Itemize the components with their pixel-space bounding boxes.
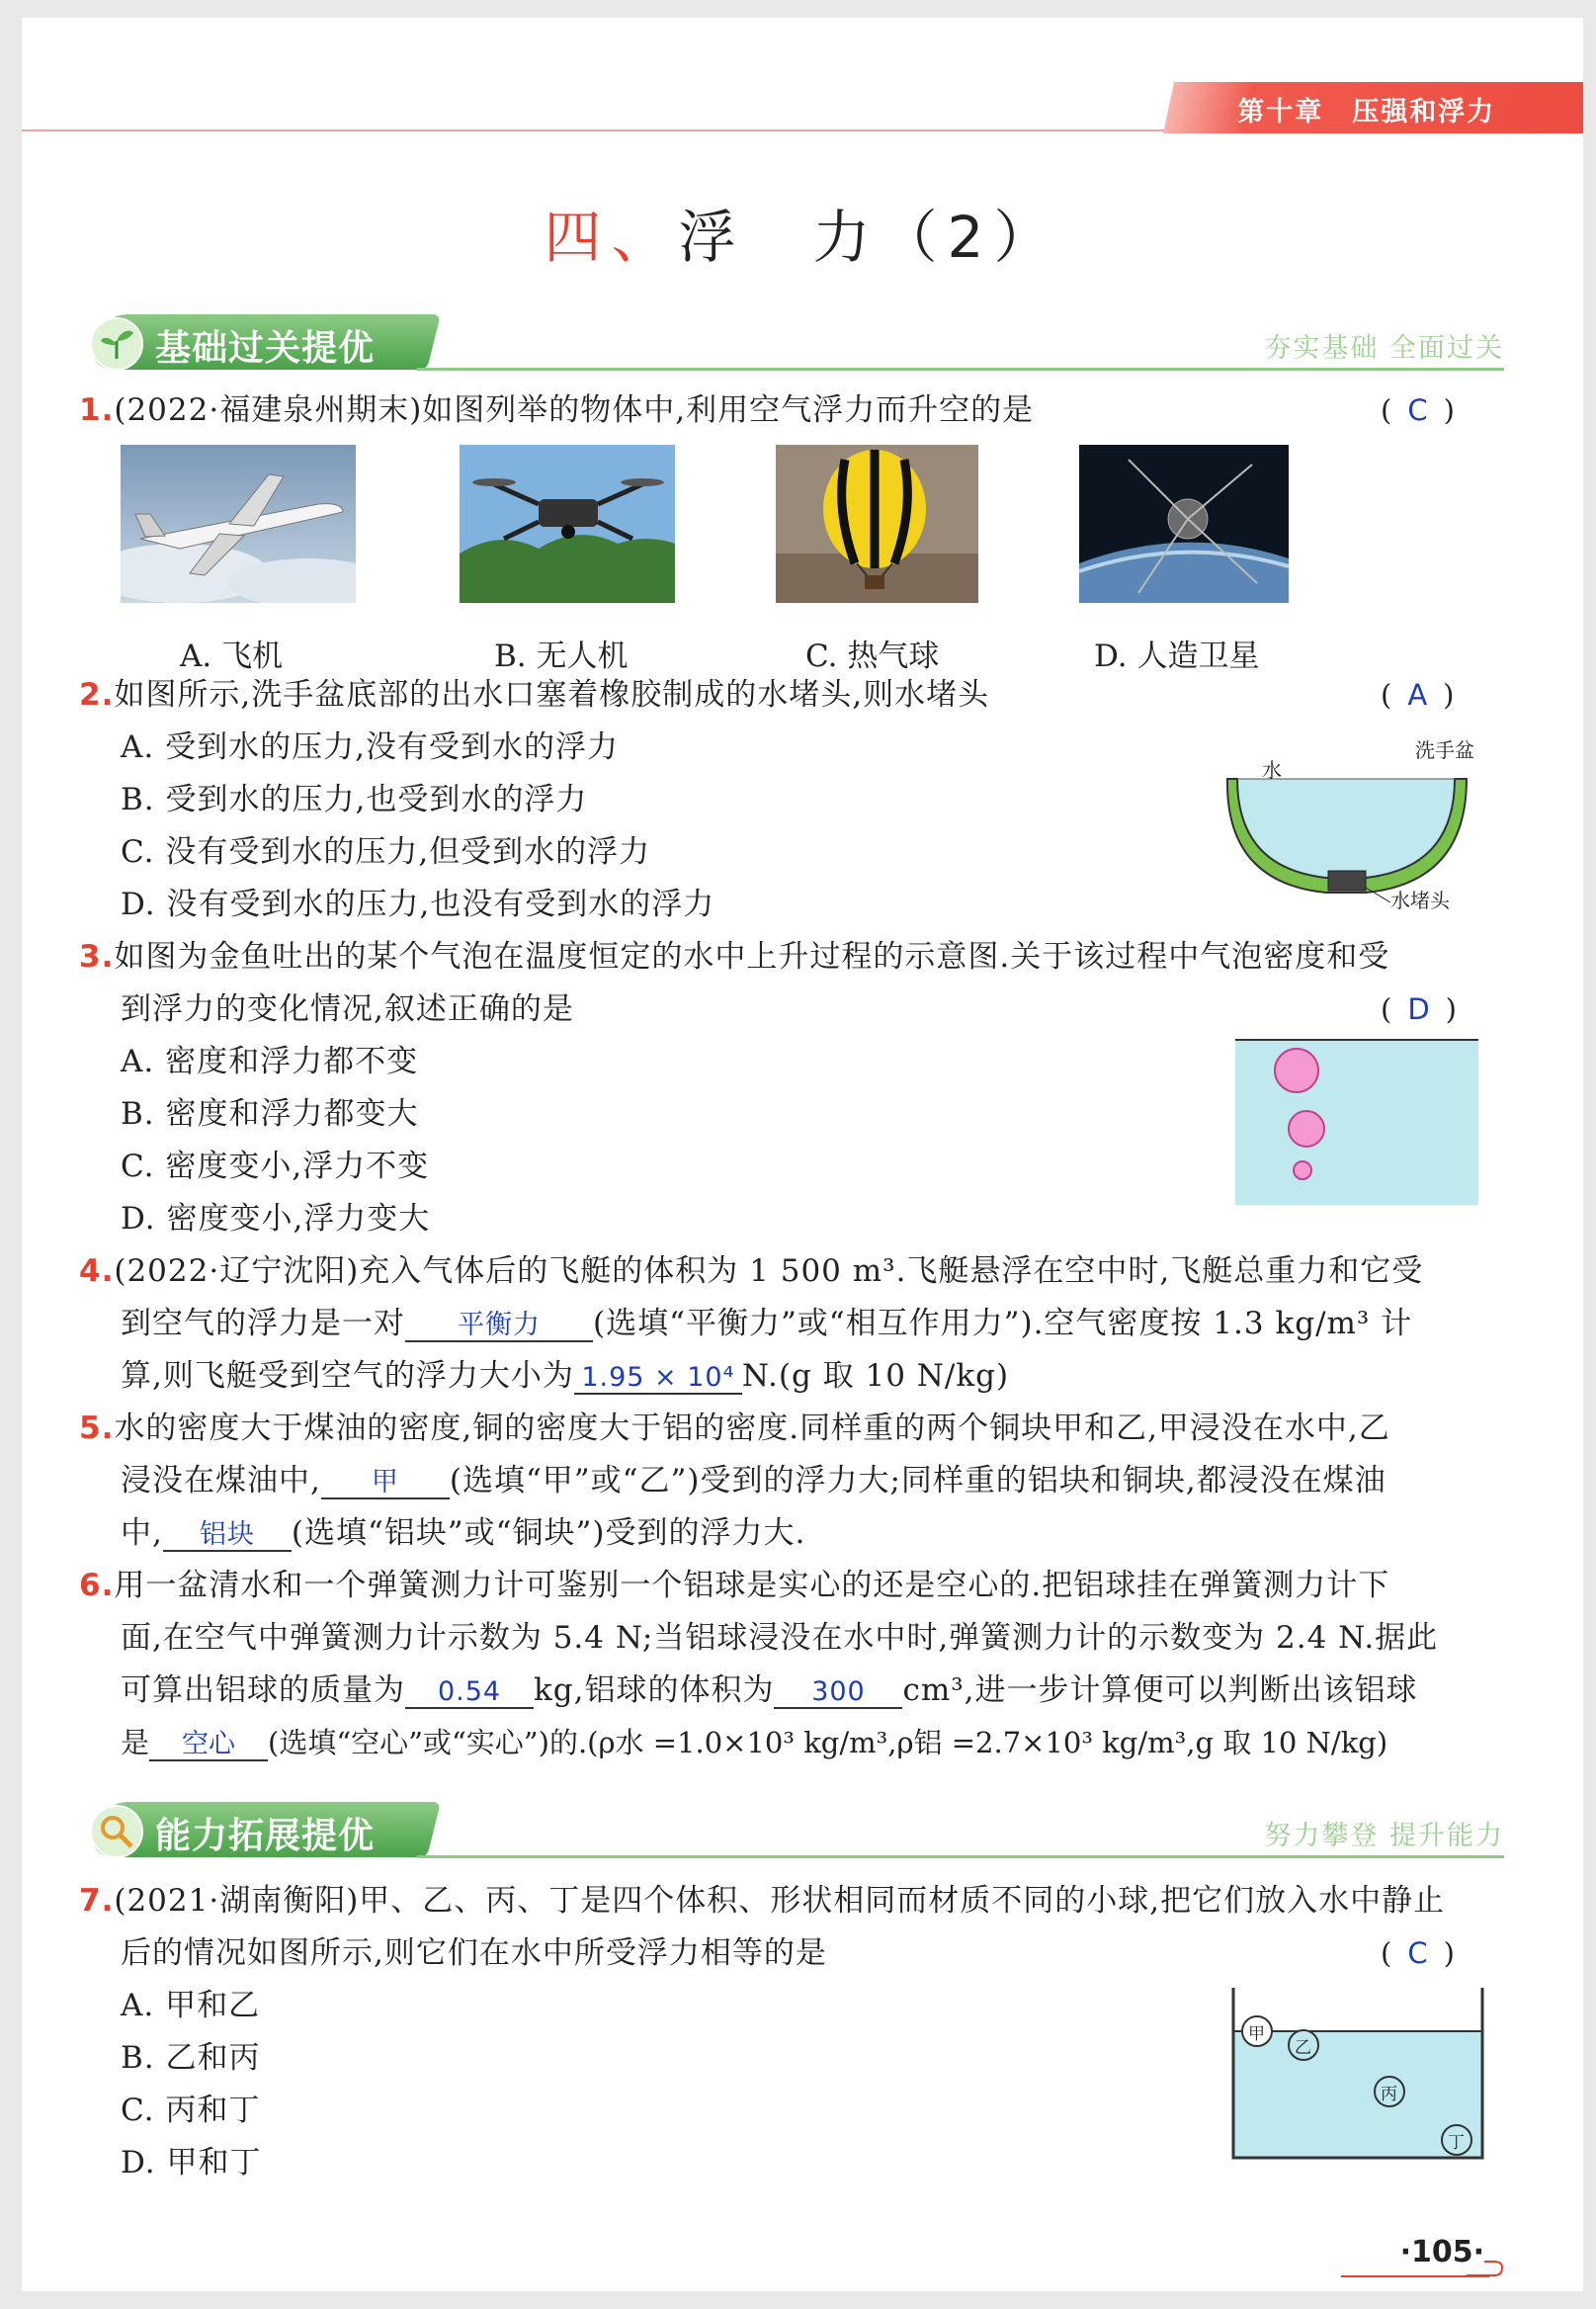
q6-blank-3[interactable]: 空心 (149, 1730, 268, 1761)
q4-blank-1[interactable]: 平衡力 (405, 1311, 593, 1342)
q1-answer: ( C ) (1381, 393, 1455, 427)
section-basic (86, 314, 1504, 376)
page-number: ·105· (1399, 2235, 1484, 2269)
airplane-photo (121, 445, 356, 603)
question-6: 6.用一盆清水和一个弹簧测力计可鉴别一个铝球是实心的还是空心的.把铝球挂在弹簧测力计下 (79, 1568, 1390, 1603)
q2-option-c: C. 没有受到水的压力,但受到水的浮力 (121, 834, 651, 870)
ball-yi: 乙 (1295, 2038, 1311, 2058)
q5-line1: 水的密度大于煤油的密度,铜的密度大于铝的密度.同样重的两个铜块甲和乙,甲浸没在水中,乙 (114, 1411, 1390, 1446)
header-rule (22, 129, 1168, 131)
section-advanced-label: 能力拓展提优 (155, 1816, 376, 1856)
page-title (22, 191, 1583, 274)
sprout-icon (90, 317, 143, 371)
section-advanced-slogan: 努力攀登 提升能力 (1264, 1821, 1504, 1851)
q3-answer: ( D ) (1381, 992, 1457, 1026)
q3-line2: 到浮力的变化情况,叙述正确的是 (121, 991, 574, 1027)
q7-line2: 后的情况如图所示,则它们在水中所受浮力相等的是 (121, 1935, 827, 1971)
ball-jia: 甲 (1248, 2024, 1265, 2044)
q2-text: 如图所示,洗手盆底部的出水口塞着橡胶制成的水堵头,则水堵头 (114, 677, 990, 713)
question-4: 4.(2022·辽宁沈阳)充入气体后的飞艇的体积为 1 500 m³.飞艇悬浮在空中时,飞艇总重力和它受 (79, 1253, 1424, 1289)
title-number: 四、 (544, 204, 679, 271)
q5-line2: 浸没在煤油中, 甲 (选填“甲”或“乙”)受到的浮力大;同样重的铝块和铜块,都浸没在煤油 (121, 1463, 1386, 1498)
q1-option-b: B. 无人机 (494, 639, 629, 674)
q6-line1: 用一盆清水和一个弹簧测力计可鉴别一个铝球是实心的还是空心的.把铝球挂在弹簧测力计下 (114, 1568, 1390, 1603)
q2-option-d: D. 没有受到水的压力,也没有受到水的浮力 (121, 887, 715, 922)
q7-option-a: A. 甲和乙 (121, 1988, 261, 2023)
drone-photo (460, 445, 675, 603)
q4-blank-2[interactable]: 1.95 × 10⁴ (574, 1363, 742, 1395)
q5-blank-1[interactable]: 甲 (321, 1468, 450, 1499)
chapter-title: 第十章 压强和浮力 (1237, 97, 1496, 128)
q7-option-d: D. 甲和丁 (121, 2145, 262, 2181)
hot-air-balloon-photo (776, 445, 978, 603)
q6-blank-2[interactable]: 300 (774, 1677, 902, 1709)
q1-text: (2022·福建泉州期末)如图列举的物体中,利用空气浮力而升空的是 (114, 392, 1035, 428)
section-advanced (86, 1802, 1504, 1863)
q1-option-d: D. 人造卫星 (1094, 639, 1260, 674)
satellite-photo (1079, 445, 1289, 603)
q4-line2: 到空气的浮力是一对 平衡力 (选填“平衡力”或“相互作用力”).空气密度按 1.3 kg/m³ 计 (121, 1306, 1413, 1341)
q4-line3: 算,则飞艇受到空气的浮力大小为 1.95 × 10⁴ N.(g 取 10 N/kg) (121, 1358, 1010, 1394)
q6-line4: 是 空心 (选填“空心”或“实心”)的.(ρ水 =1.0×10³ kg/m³,ρ铝 =2.7×10³ kg/m³,g 取 10 N/kg) (121, 1726, 1388, 1759)
q3-option-c: C. 密度变小,浮力不变 (121, 1149, 430, 1184)
q3-option-b: B. 密度和浮力都变大 (121, 1096, 419, 1132)
water-label: 水 (1262, 758, 1282, 782)
title-text: 浮 力（2） (678, 204, 1061, 271)
question-5: 5.水的密度大于煤油的密度,铜的密度大于铝的密度.同样重的两个铜块甲和乙,甲浸没在水中,乙 (79, 1411, 1390, 1446)
q2-answer: ( A ) (1381, 678, 1455, 712)
q5-blank-2[interactable]: 铝块 (163, 1520, 292, 1552)
q4-line1: (2022·辽宁沈阳)充入气体后的飞艇的体积为 1 500 m³.飞艇悬浮在空中时,飞艇总重力和它受 (114, 1253, 1424, 1289)
q6-line3: 可算出铝球的质量为 0.54 kg,铝球的体积为 300 cm³,进一步计算便可以判断出该铝球 (121, 1672, 1418, 1708)
q2-option-b: B. 受到水的压力,也受到水的浮力 (121, 782, 588, 817)
question-1: 1.(2022·福建泉州期末)如图列举的物体中,利用空气浮力而升空的是 (79, 392, 1035, 428)
q2-option-a: A. 受到水的压力,没有受到水的浮力 (121, 729, 619, 765)
plug-label: 水堵头 (1390, 889, 1450, 912)
section-basic-label: 基础过关提优 (155, 328, 376, 369)
q5-line3: 中, 铝块 (选填“铝块”或“铜块”)受到的浮力大. (121, 1515, 806, 1551)
q7-answer: ( C ) (1381, 1936, 1455, 1970)
bubble-figure (1235, 1039, 1478, 1205)
question-7: 7.(2021·湖南衡阳)甲、乙、丙、丁是四个体积、形状相同而材质不同的小球,把它们放入水中静止 (79, 1883, 1446, 1919)
q3-option-a: A. 密度和浮力都不变 (121, 1044, 419, 1079)
q3-option-d: D. 密度变小,浮力变大 (121, 1201, 431, 1237)
q7-option-c: C. 丙和丁 (121, 2093, 261, 2128)
textbook-page (22, 18, 1583, 2291)
q3-line1: 如图为金鱼吐出的某个气泡在温度恒定的水中上升过程的示意图.关于该过程中气泡密度和受 (114, 939, 1390, 975)
page-arrow-icon (1465, 2258, 1504, 2281)
q1-option-c: C. 热气球 (805, 639, 940, 674)
q1-option-a: A. 飞机 (180, 639, 284, 674)
magnifier-icon (90, 1805, 143, 1858)
section-basic-slogan: 夯实基础 全面过关 (1264, 333, 1504, 364)
question-3: 3.如图为金鱼吐出的某个气泡在温度恒定的水中上升过程的示意图.关于该过程中气泡密度和受 (79, 939, 1390, 975)
question-2: 2.如图所示,洗手盆底部的出水口塞着橡胶制成的水堵头,则水堵头 (79, 677, 990, 713)
basin-figure (1208, 734, 1504, 912)
basin-label: 洗手盆 (1415, 738, 1474, 762)
q7-line1: (2021·湖南衡阳)甲、乙、丙、丁是四个体积、形状相同而材质不同的小球,把它们放入水中静止 (114, 1883, 1446, 1919)
q6-line2: 面,在空气中弹簧测力计示数为 5.4 N;当铝球浸没在水中时,弹簧测力计的示数变为 2.4 N.据此 (121, 1620, 1439, 1656)
ball-ding: 丁 (1448, 2133, 1465, 2153)
chapter-banner (1163, 82, 1583, 133)
q7-option-b: B. 乙和丙 (121, 2040, 261, 2076)
balls-figure (1229, 1988, 1486, 2162)
ball-bing: 丙 (1381, 2085, 1397, 2104)
q6-blank-1[interactable]: 0.54 (405, 1677, 534, 1709)
